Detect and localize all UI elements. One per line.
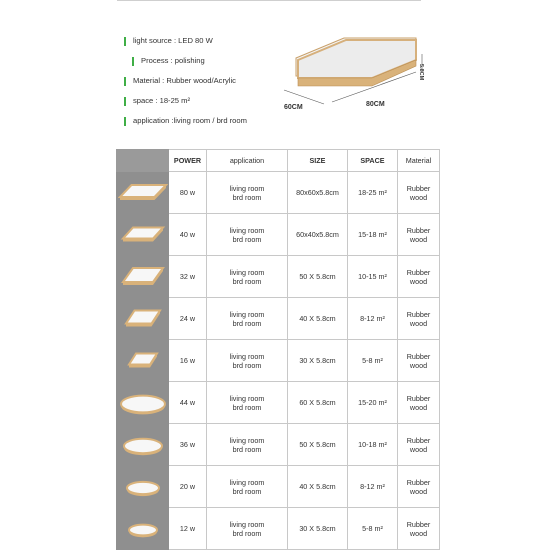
power-text: 80 w — [179, 188, 196, 197]
application-text: brd room — [232, 192, 262, 202]
length-dimension: 80CM — [366, 101, 385, 108]
product-thumbnail — [117, 424, 169, 466]
space-cell — [348, 214, 398, 256]
top-divider — [117, 0, 421, 1]
green-bullet-icon — [124, 117, 126, 126]
space-cell — [348, 340, 398, 382]
application-text: brd room — [232, 234, 262, 244]
application-text: brd room — [232, 486, 262, 496]
application-text: brd room — [232, 276, 262, 286]
application-cell — [207, 340, 288, 382]
header-image — [117, 150, 169, 172]
header-material: Material — [398, 150, 440, 172]
size-cell — [288, 340, 348, 382]
green-bullet-icon — [124, 77, 126, 86]
power-text: 32 w — [179, 272, 196, 281]
material-cell — [398, 382, 440, 424]
space-text: 18-25 m² — [358, 188, 387, 197]
application-text: living room — [229, 435, 265, 445]
round-large-light-icon — [118, 383, 168, 423]
table-row — [117, 256, 440, 298]
power-cell — [169, 382, 207, 424]
size-cell — [288, 214, 348, 256]
space-cell — [348, 382, 398, 424]
space-cell — [348, 424, 398, 466]
size-text: 30 X 5.8cm — [299, 356, 336, 365]
material-text: Rubber — [406, 183, 431, 193]
material-cell — [398, 172, 440, 214]
application-text: living room — [229, 183, 265, 193]
material-text: Rubber — [406, 477, 431, 487]
square-medium-light-icon — [118, 299, 168, 339]
power-text: 24 w — [179, 314, 196, 323]
application-text: living room — [229, 519, 265, 529]
size-text: 60x40x5.8cm — [296, 230, 339, 239]
spec-material: Material : Rubber wood/Acrylic — [124, 71, 284, 91]
material-cell — [398, 298, 440, 340]
power-text: 20 w — [179, 482, 196, 491]
material-cell — [398, 214, 440, 256]
application-cell — [207, 382, 288, 424]
material-text: wood — [409, 402, 428, 412]
size-text: 80x60x5.8cm — [296, 188, 339, 197]
material-text: Rubber — [406, 309, 431, 319]
application-text: brd room — [232, 360, 262, 370]
size-cell — [288, 424, 348, 466]
size-cell — [288, 256, 348, 298]
table-row — [117, 382, 440, 424]
material-cell — [398, 340, 440, 382]
material-cell — [398, 424, 440, 466]
product-thumbnail — [117, 298, 169, 340]
space-text: 15-20 m² — [358, 398, 387, 407]
material-text: Rubber — [406, 267, 431, 277]
size-text: 50 X 5.8cm — [299, 440, 336, 449]
application-text: brd room — [232, 318, 262, 328]
header-application: application — [207, 150, 288, 172]
application-cell — [207, 298, 288, 340]
space-text: 5-8 m² — [362, 524, 383, 533]
application-text: living room — [229, 309, 265, 319]
product-thumbnail — [117, 508, 169, 550]
material-text: wood — [409, 318, 428, 328]
application-text: brd room — [232, 528, 262, 538]
space-text: 10-15 m² — [358, 272, 387, 281]
application-text: brd room — [232, 402, 262, 412]
product-thumbnail — [117, 214, 169, 256]
material-text: wood — [409, 192, 428, 202]
width-dimension: 60CM — [284, 104, 303, 111]
power-cell — [169, 424, 207, 466]
size-cell — [288, 508, 348, 550]
spec-table — [116, 149, 439, 547]
power-cell — [169, 172, 207, 214]
spec-space: space : 18-25 m² — [124, 91, 284, 111]
square-small-light-icon — [118, 341, 168, 381]
space-text: 8-12 m² — [360, 314, 385, 323]
table-header-row — [117, 150, 440, 172]
size-cell — [288, 172, 348, 214]
power-text: 12 w — [179, 524, 196, 533]
material-text: wood — [409, 444, 428, 454]
material-cell — [398, 466, 440, 508]
power-cell — [169, 340, 207, 382]
product-thumbnail — [117, 172, 169, 214]
material-text: wood — [409, 528, 428, 538]
power-cell — [169, 256, 207, 298]
material-text: Rubber — [406, 225, 431, 235]
table-row — [117, 172, 440, 214]
round-small-light-icon — [118, 467, 168, 507]
power-text: 44 w — [179, 398, 196, 407]
size-cell — [288, 382, 348, 424]
material-text: Rubber — [406, 351, 431, 361]
table-row — [117, 508, 440, 550]
round-xsmall-light-icon — [118, 509, 168, 549]
header-space: SPACE — [348, 150, 398, 172]
green-bullet-icon — [124, 37, 126, 46]
table-row — [117, 214, 440, 256]
space-text: 8-12 m² — [360, 482, 385, 491]
rect-large-light-icon — [118, 173, 168, 213]
space-cell — [348, 172, 398, 214]
space-text: 15-18 m² — [358, 230, 387, 239]
space-text: 5-8 m² — [362, 356, 383, 365]
spec-list — [124, 31, 284, 131]
space-cell — [348, 298, 398, 340]
height-dimension: 5.8CM — [418, 64, 424, 81]
power-cell — [169, 466, 207, 508]
header-size: SIZE — [288, 150, 348, 172]
material-text: wood — [409, 234, 428, 244]
power-text: 16 w — [179, 356, 196, 365]
size-text: 60 X 5.8cm — [299, 398, 336, 407]
application-text: living room — [229, 393, 265, 403]
power-text: 40 w — [179, 230, 196, 239]
size-text: 30 X 5.8cm — [299, 524, 336, 533]
power-cell — [169, 508, 207, 550]
material-text: Rubber — [406, 519, 431, 529]
header-power: POWER — [169, 150, 207, 172]
size-text: 50 X 5.8cm — [299, 272, 336, 281]
space-cell — [348, 256, 398, 298]
application-text: living room — [229, 267, 265, 277]
size-text: 40 X 5.8cm — [299, 482, 336, 491]
material-cell — [398, 256, 440, 298]
material-text: wood — [409, 486, 428, 496]
application-cell — [207, 424, 288, 466]
application-cell — [207, 214, 288, 256]
power-cell — [169, 214, 207, 256]
material-cell — [398, 508, 440, 550]
application-text: living room — [229, 225, 265, 235]
table-row — [117, 466, 440, 508]
product-thumbnail — [117, 340, 169, 382]
green-bullet-icon — [124, 97, 126, 106]
table-row — [117, 424, 440, 466]
product-thumbnail — [117, 382, 169, 424]
application-cell — [207, 172, 288, 214]
rect-medium-light-icon — [118, 215, 168, 255]
application-text: living room — [229, 477, 265, 487]
round-medium-light-icon — [118, 425, 168, 465]
size-cell — [288, 466, 348, 508]
application-cell — [207, 256, 288, 298]
spec-application: application :living room / brd room — [124, 111, 284, 131]
power-text: 36 w — [179, 440, 196, 449]
table-row — [117, 298, 440, 340]
material-text: Rubber — [406, 393, 431, 403]
space-cell — [348, 508, 398, 550]
square-large-light-icon — [118, 257, 168, 297]
product-thumbnail — [117, 256, 169, 298]
application-text: brd room — [232, 444, 262, 454]
green-bullet-icon — [132, 57, 134, 66]
application-text: living room — [229, 351, 265, 361]
material-text: wood — [409, 360, 428, 370]
material-text: wood — [409, 276, 428, 286]
power-cell — [169, 298, 207, 340]
application-cell — [207, 466, 288, 508]
spec-process: Process : polishing — [124, 51, 284, 71]
material-text: Rubber — [406, 435, 431, 445]
application-cell — [207, 508, 288, 550]
size-text: 40 X 5.8cm — [299, 314, 336, 323]
size-cell — [288, 298, 348, 340]
space-text: 10-18 m² — [358, 440, 387, 449]
spec-light-source: light source : LED 80 W — [124, 31, 284, 51]
table-row — [117, 340, 440, 382]
space-cell — [348, 466, 398, 508]
product-thumbnail — [117, 466, 169, 508]
product-drawing — [276, 30, 442, 122]
